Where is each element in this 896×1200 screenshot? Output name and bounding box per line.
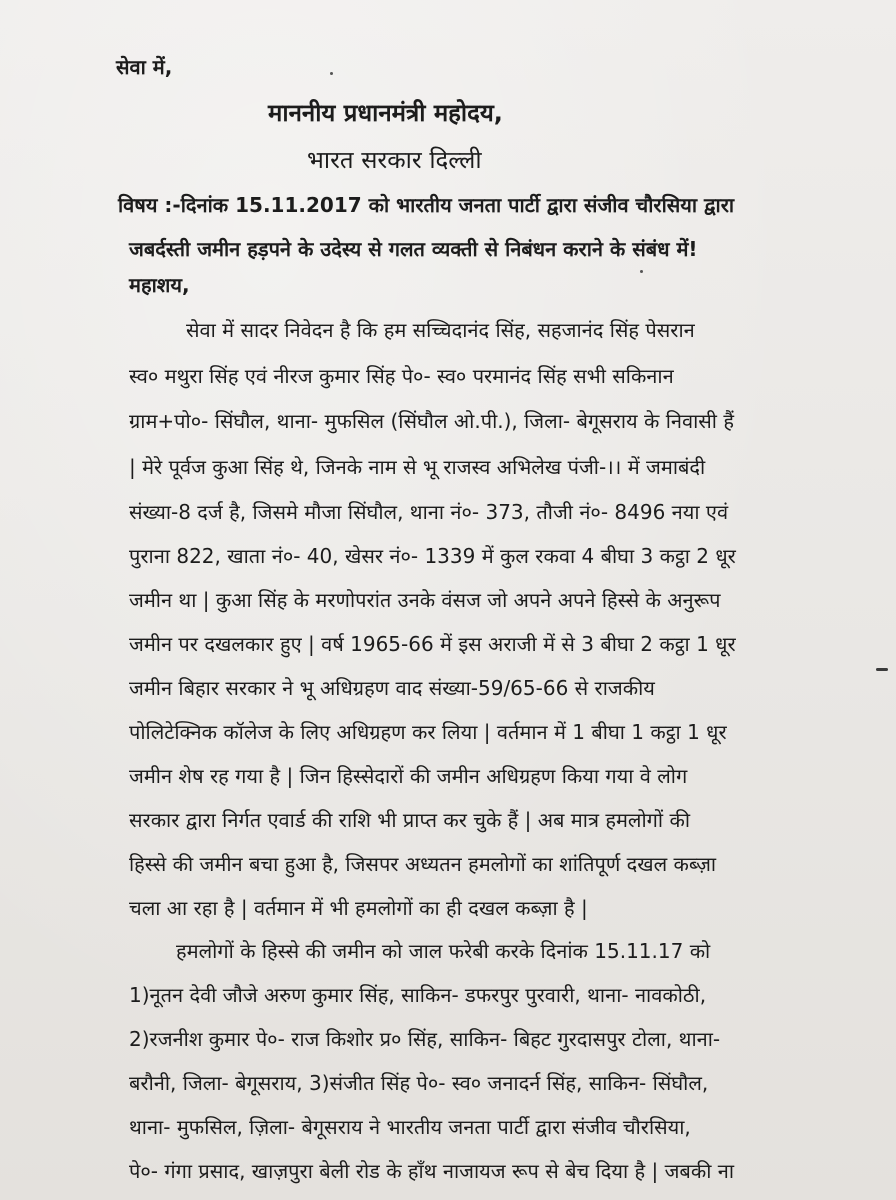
body-line: सेवा में सादर निवेदन है कि हम सच्चिदानंद सिंह, सहजानंद सिंह पेसरान: [186, 318, 695, 342]
salutation: सेवा में,: [116, 55, 173, 79]
body-line: जमीन शेष रह गया है | जिन हिस्सेदारों की जमीन अधिग्रहण किया गया वे लोग: [129, 764, 688, 788]
paper-speck: [640, 270, 643, 273]
margin-pen-mark: [876, 668, 888, 671]
body-line: हमलोगों के हिस्से की जमीन को जाल फरेबी करके दिनांक 15.11.17 को: [176, 939, 711, 963]
body-line: | मेरे पूर्वज कुआ सिंह थे, जिनके नाम से भू राजस्व अभिलेख पंजी-।। में जमाबंदी: [129, 455, 706, 479]
body-line: सरकार द्वारा निर्गत एवार्ड की राशि भी प्राप्त कर चुके हैं | अब मात्र हमलोगों की: [129, 808, 690, 832]
body-line: थाना- मुफसिल, ज़िला- बेगूसराय ने भारतीय जनता पार्टी द्वारा संजीव चौरसिया,: [129, 1115, 691, 1139]
body-line: पुराना 822, खाता नं०- 40, खेसर नं०- 1339 में कुल रकवा 4 बीघा 3 कट्ठा 2 धूर: [129, 544, 736, 568]
body-line: बरौनी, जिला- बेगूसराय, 3)संजीत सिंह पे०- स्व० जनादर्न सिंह, साकिन- सिंघौल,: [129, 1071, 709, 1095]
body-line: पोलिटेक्निक कॉलेज के लिए अधिग्रहण कर लिया | वर्तमान में 1 बीघा 1 कट्ठा 1 धूर: [129, 720, 727, 744]
addressee-title: माननीय प्रधानमंत्री महोदय,: [268, 99, 503, 127]
body-line: 1)नूतन देवी जौजे अरुण कुमार सिंह, साकिन- डफरपुर पुरवारी, थाना- नावकोठी,: [129, 983, 707, 1007]
body-line: जमीन बिहार सरकार ने भू अधिग्रहण वाद संख्या-59/65-66 से राजकीय: [129, 676, 655, 700]
body-line: जमीन था | कुआ सिंह के मरणोपरांत उनके वंसज जो अपने अपने हिस्से के अनुरूप: [129, 588, 721, 612]
subject-line: जबर्दस्ती जमीन हड़पने के उदेस्य से गलत व्यक्ती से निबंधन कराने के संबंध में!: [129, 237, 698, 261]
greeting: महाशय,: [129, 273, 190, 297]
body-line: संख्या-8 दर्ज है, जिसमे मौजा सिंघौल, थाना नं०- 373, तौजी नं०- 8496 नया एवं: [129, 500, 729, 524]
body-line: जमीन पर दखलकार हुए | वर्ष 1965-66 में इस अराजी में से 3 बीघा 2 कट्ठा 1 धूर: [129, 632, 736, 656]
body-line: स्व० मथुरा सिंह एवं नीरज कुमार सिंह पे०- स्व० परमानंद सिंह सभी सकिनान: [129, 364, 674, 388]
paper-speck: [330, 72, 333, 75]
subject-line: विषय :-दिनांक 15.11.2017 को भारतीय जनता पार्टी द्वारा संजीव चौरसिया द्वारा: [118, 193, 735, 217]
body-line: ग्राम+पो०- सिंघौल, थाना- मुफसिल (सिंघौल ओ.पी.), जिला- बेगूसराय के निवासी हैं: [129, 409, 734, 433]
body-line: 2)रजनीश कुमार पे०- राज किशोर प्र० सिंह, साकिन- बिहट गुरदासपुर टोला, थाना-: [129, 1027, 721, 1051]
body-line: हिस्से की जमीन बचा हुआ है, जिसपर अध्यतन हमलोगों का शांतिपूर्ण दखल कब्ज़ा: [129, 852, 717, 876]
addressee-office: भारत सरकार दिल्ली: [307, 146, 482, 174]
body-line: पे०- गंगा प्रसाद, खाज़पुरा बेली रोड के हाँथ नाजायज रूप से बेच दिया है | जबकी ना: [129, 1159, 735, 1183]
body-line: चला आ रहा है | वर्तमान में भी हमलोगों का ही दखल कब्ज़ा है |: [129, 896, 588, 920]
